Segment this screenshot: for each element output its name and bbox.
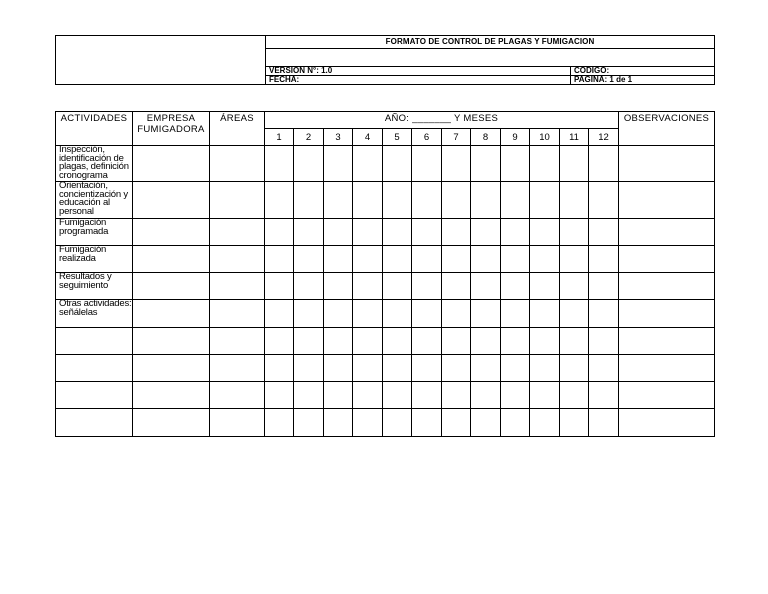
col-observaciones: OBSERVACIONES xyxy=(619,112,715,146)
entry-cell[interactable] xyxy=(133,219,210,246)
entry-cell[interactable] xyxy=(412,382,442,409)
entry-cell[interactable] xyxy=(133,246,210,273)
entry-cell[interactable] xyxy=(265,355,294,382)
entry-cell[interactable] xyxy=(471,219,501,246)
entry-cell[interactable] xyxy=(589,182,619,219)
entry-cell[interactable] xyxy=(530,219,560,246)
entry-cell[interactable] xyxy=(324,246,353,273)
entry-cell[interactable] xyxy=(530,273,560,300)
entry-cell[interactable] xyxy=(265,409,294,437)
entry-cell[interactable] xyxy=(133,382,210,409)
entry-cell[interactable] xyxy=(133,273,210,300)
entry-cell[interactable] xyxy=(133,409,210,437)
entry-cell[interactable] xyxy=(471,300,501,328)
entry-cell[interactable] xyxy=(501,273,530,300)
entry-cell[interactable] xyxy=(210,355,265,382)
entry-cell[interactable] xyxy=(210,328,265,355)
entry-cell[interactable] xyxy=(471,328,501,355)
entry-cell[interactable] xyxy=(589,219,619,246)
entry-cell[interactable] xyxy=(619,219,715,246)
entry-cell[interactable] xyxy=(294,328,324,355)
entry-cell[interactable] xyxy=(383,146,412,182)
entry-cell[interactable] xyxy=(589,246,619,273)
entry-cell[interactable] xyxy=(619,182,715,219)
entry-cell[interactable] xyxy=(589,300,619,328)
entry-cell[interactable] xyxy=(560,355,589,382)
entry-cell[interactable] xyxy=(353,328,383,355)
pagina-label: PAGINA: 1 de 1 xyxy=(571,76,715,85)
table-row xyxy=(56,409,715,437)
entry-cell[interactable] xyxy=(471,146,501,182)
entry-cell[interactable] xyxy=(210,409,265,437)
month-header: 6 xyxy=(412,129,442,146)
entry-cell[interactable] xyxy=(619,355,715,382)
entry-cell[interactable] xyxy=(501,355,530,382)
entry-cell[interactable] xyxy=(383,355,412,382)
month-header: 2 xyxy=(294,129,324,146)
header-table xyxy=(55,35,715,85)
entry-cell[interactable] xyxy=(353,246,383,273)
entry-cell[interactable] xyxy=(353,355,383,382)
activity-cell: Orientación, concientización y educación al personal xyxy=(56,182,133,219)
entry-cell[interactable] xyxy=(442,273,471,300)
entry-cell[interactable] xyxy=(412,355,442,382)
fecha-label: FECHA: xyxy=(266,76,571,85)
entry-cell[interactable] xyxy=(442,382,471,409)
entry-cell[interactable] xyxy=(353,182,383,219)
version-label: VERSION N°: 1.0 xyxy=(266,67,571,76)
entry-cell[interactable] xyxy=(210,246,265,273)
entry-cell[interactable] xyxy=(412,300,442,328)
entry-cell[interactable] xyxy=(560,382,589,409)
entry-cell[interactable] xyxy=(501,219,530,246)
entry-cell[interactable] xyxy=(383,409,412,437)
entry-cell[interactable] xyxy=(560,219,589,246)
entry-cell[interactable] xyxy=(265,182,294,219)
month-header: 8 xyxy=(471,129,501,146)
col-actividades: ACTIVIDADES xyxy=(56,112,133,146)
entry-cell[interactable] xyxy=(471,246,501,273)
entry-cell[interactable] xyxy=(619,146,715,182)
entry-cell[interactable] xyxy=(210,273,265,300)
month-header: 4 xyxy=(353,129,383,146)
table-row xyxy=(56,300,715,328)
col-empresa-fumigadora: EMPRESA FUMIGADORA xyxy=(133,112,210,146)
entry-cell[interactable] xyxy=(589,146,619,182)
month-header: 10 xyxy=(530,129,560,146)
table-row xyxy=(56,182,715,219)
entry-cell[interactable] xyxy=(412,273,442,300)
entry-cell[interactable] xyxy=(133,328,210,355)
entry-cell[interactable] xyxy=(530,146,560,182)
activity-cell xyxy=(56,382,133,409)
codigo-label: CODIGO: xyxy=(571,67,715,76)
entry-cell[interactable] xyxy=(530,300,560,328)
activity-cell xyxy=(56,355,133,382)
entry-cell[interactable] xyxy=(210,146,265,182)
entry-cell[interactable] xyxy=(442,355,471,382)
entry-cell[interactable] xyxy=(471,273,501,300)
entry-cell[interactable] xyxy=(353,219,383,246)
entry-cell[interactable] xyxy=(210,382,265,409)
entry-cell[interactable] xyxy=(412,182,442,219)
entry-cell[interactable] xyxy=(265,328,294,355)
col-areas: ÁREAS xyxy=(210,112,265,146)
activities-table xyxy=(55,111,715,437)
entry-cell[interactable] xyxy=(210,219,265,246)
table-row xyxy=(56,219,715,246)
entry-cell[interactable] xyxy=(294,219,324,246)
entry-cell[interactable] xyxy=(265,219,294,246)
entry-cell[interactable] xyxy=(501,246,530,273)
entry-cell[interactable] xyxy=(133,146,210,182)
entry-cell[interactable] xyxy=(383,382,412,409)
entry-cell[interactable] xyxy=(560,246,589,273)
month-header: 12 xyxy=(589,129,619,146)
entry-cell[interactable] xyxy=(501,300,530,328)
entry-cell[interactable] xyxy=(265,146,294,182)
month-header: 1 xyxy=(265,129,294,146)
form-title: FORMATO DE CONTROL DE PLAGAS Y FUMIGACION xyxy=(266,36,715,49)
activity-cell xyxy=(56,409,133,437)
entry-cell[interactable] xyxy=(589,355,619,382)
entry-cell[interactable] xyxy=(353,382,383,409)
entry-cell[interactable] xyxy=(560,300,589,328)
entry-cell[interactable] xyxy=(442,146,471,182)
table-row xyxy=(56,246,715,273)
entry-cell[interactable] xyxy=(501,409,530,437)
header-spacer-cell xyxy=(266,49,715,67)
entry-cell[interactable] xyxy=(619,328,715,355)
entry-cell[interactable] xyxy=(589,273,619,300)
activity-cell: Fumigación programada xyxy=(56,219,133,246)
entry-cell[interactable] xyxy=(353,409,383,437)
logo-area xyxy=(56,36,266,85)
entry-cell[interactable] xyxy=(442,219,471,246)
entry-cell[interactable] xyxy=(294,182,324,219)
entry-cell[interactable] xyxy=(442,409,471,437)
entry-cell[interactable] xyxy=(133,300,210,328)
entry-cell[interactable] xyxy=(619,409,715,437)
month-header: 5 xyxy=(383,129,412,146)
table-row xyxy=(56,382,715,409)
entry-cell[interactable] xyxy=(442,328,471,355)
entry-cell[interactable] xyxy=(294,146,324,182)
entry-cell[interactable] xyxy=(530,246,560,273)
month-header: 3 xyxy=(324,129,353,146)
entry-cell[interactable] xyxy=(412,328,442,355)
entry-cell[interactable] xyxy=(501,146,530,182)
col-anio-meses: AÑO: _______ Y MESES xyxy=(265,112,619,129)
entry-cell[interactable] xyxy=(324,146,353,182)
entry-cell[interactable] xyxy=(353,300,383,328)
entry-cell[interactable] xyxy=(383,300,412,328)
entry-cell[interactable] xyxy=(560,182,589,219)
entry-cell[interactable] xyxy=(560,409,589,437)
entry-cell[interactable] xyxy=(530,328,560,355)
entry-cell[interactable] xyxy=(442,182,471,219)
entry-cell[interactable] xyxy=(353,146,383,182)
entry-cell[interactable] xyxy=(265,273,294,300)
entry-cell[interactable] xyxy=(324,382,353,409)
entry-cell[interactable] xyxy=(530,182,560,219)
entry-cell[interactable] xyxy=(619,300,715,328)
entry-cell[interactable] xyxy=(294,273,324,300)
table-row xyxy=(56,328,715,355)
entry-cell[interactable] xyxy=(530,355,560,382)
entry-cell[interactable] xyxy=(501,328,530,355)
activity-cell: Inspección, identificación de plagas, definición cronograma xyxy=(56,146,133,182)
entry-cell[interactable] xyxy=(471,382,501,409)
entry-cell[interactable] xyxy=(294,300,324,328)
entry-cell[interactable] xyxy=(412,246,442,273)
activity-cell: Otras actividades: señálelas xyxy=(56,300,133,328)
entry-cell[interactable] xyxy=(324,300,353,328)
entry-cell[interactable] xyxy=(324,273,353,300)
entry-cell[interactable] xyxy=(294,382,324,409)
entry-cell[interactable] xyxy=(442,246,471,273)
entry-cell[interactable] xyxy=(530,409,560,437)
entry-cell[interactable] xyxy=(133,182,210,219)
entry-cell[interactable] xyxy=(412,219,442,246)
entry-cell[interactable] xyxy=(353,273,383,300)
entry-cell[interactable] xyxy=(619,273,715,300)
entry-cell[interactable] xyxy=(471,355,501,382)
entry-cell[interactable] xyxy=(324,219,353,246)
entry-cell[interactable] xyxy=(471,182,501,219)
entry-cell[interactable] xyxy=(294,355,324,382)
entry-cell[interactable] xyxy=(560,273,589,300)
entry-cell[interactable] xyxy=(324,409,353,437)
entry-cell[interactable] xyxy=(210,300,265,328)
table-row xyxy=(56,355,715,382)
table-row xyxy=(56,273,715,300)
entry-cell[interactable] xyxy=(383,246,412,273)
activity-cell: Fumigación realizada xyxy=(56,246,133,273)
entry-cell[interactable] xyxy=(265,382,294,409)
entry-cell[interactable] xyxy=(294,409,324,437)
month-header: 7 xyxy=(442,129,471,146)
month-header: 11 xyxy=(560,129,589,146)
entry-cell[interactable] xyxy=(589,382,619,409)
entry-cell[interactable] xyxy=(501,182,530,219)
entry-cell[interactable] xyxy=(324,355,353,382)
entry-cell[interactable] xyxy=(560,328,589,355)
entry-cell[interactable] xyxy=(383,273,412,300)
entry-cell[interactable] xyxy=(265,246,294,273)
entry-cell[interactable] xyxy=(442,300,471,328)
entry-cell[interactable] xyxy=(412,409,442,437)
entry-cell[interactable] xyxy=(501,382,530,409)
entry-cell[interactable] xyxy=(133,355,210,382)
entry-cell[interactable] xyxy=(324,182,353,219)
entry-cell[interactable] xyxy=(619,382,715,409)
entry-cell[interactable] xyxy=(265,300,294,328)
month-header: 9 xyxy=(501,129,530,146)
entry-cell[interactable] xyxy=(589,409,619,437)
entry-cell[interactable] xyxy=(619,246,715,273)
entry-cell[interactable] xyxy=(412,146,442,182)
entry-cell[interactable] xyxy=(383,328,412,355)
activity-cell xyxy=(56,328,133,355)
entry-cell[interactable] xyxy=(294,246,324,273)
entry-cell[interactable] xyxy=(383,182,412,219)
entry-cell[interactable] xyxy=(560,146,589,182)
activity-cell: Resultados y seguimiento xyxy=(56,273,133,300)
entry-cell[interactable] xyxy=(324,328,353,355)
entry-cell[interactable] xyxy=(210,182,265,219)
entry-cell[interactable] xyxy=(589,328,619,355)
entry-cell[interactable] xyxy=(471,409,501,437)
entry-cell[interactable] xyxy=(383,219,412,246)
entry-cell[interactable] xyxy=(530,382,560,409)
table-row xyxy=(56,146,715,182)
